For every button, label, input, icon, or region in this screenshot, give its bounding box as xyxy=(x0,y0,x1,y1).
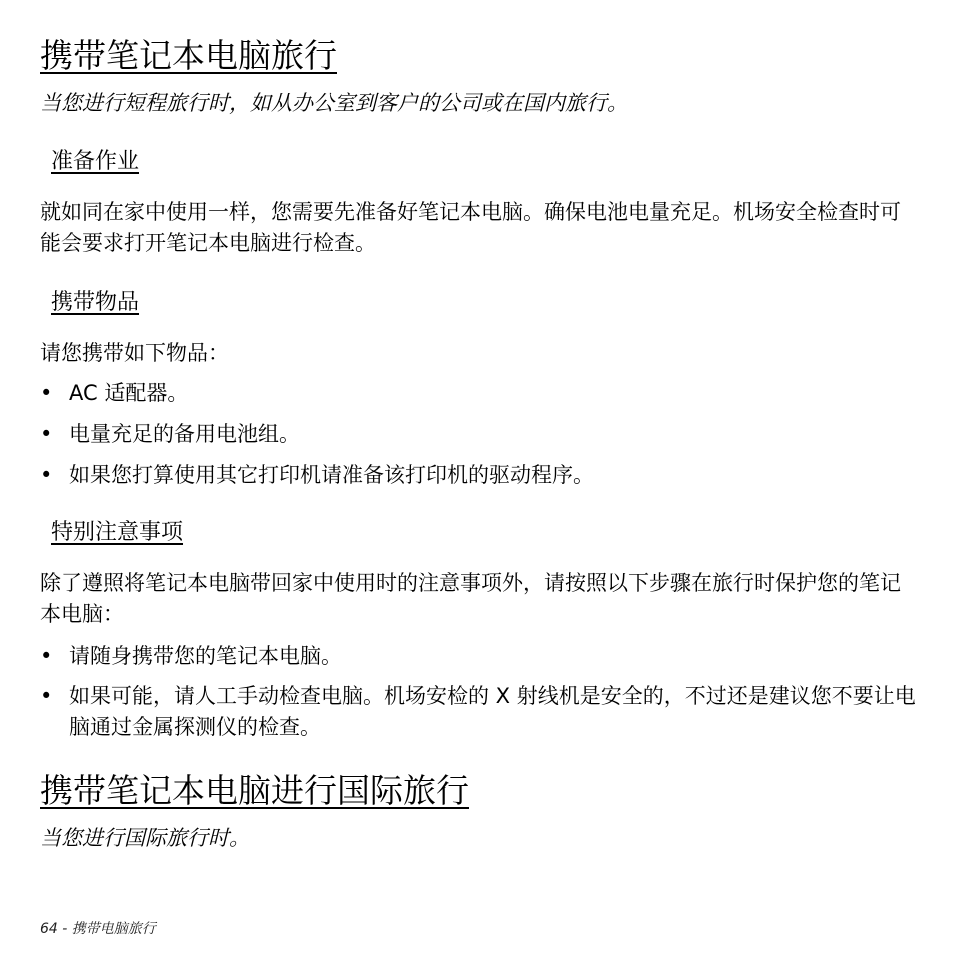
list-item-text: 请随身携带您的笔记本电脑。 xyxy=(69,644,342,668)
bullet-icon: • xyxy=(40,422,53,446)
list-item-text: 如果可能，请人工手动检查电脑。机场安检的 X 射线机是安全的，不过还是建议您不要让电脑通过金属探测仪的检查。 xyxy=(69,684,916,739)
list-item xyxy=(40,378,916,409)
list-item-text: 如果您打算使用其它打印机请准备该打印机的驱动程序。 xyxy=(69,463,594,487)
list-item-text: 电量充足的备用电池组。 xyxy=(69,422,300,446)
bullet-icon: • xyxy=(40,644,53,668)
special-notes-paragraph: 除了遵照将笔记本电脑带回家中使用时的注意事项外，请按照以下步骤在旅行时保护您的笔记本电脑： xyxy=(40,571,901,626)
preparation-paragraph: 就如同在家中使用一样，您需要先准备好笔记本电脑。确保电池电量充足。机场安全检查时可能会要求打开笔记本电脑进行检查。 xyxy=(40,200,901,255)
section-title-travel: 携带笔记本电脑旅行 xyxy=(40,36,337,75)
heading-special-notes: 特别注意事项 xyxy=(51,520,184,545)
page-footer: 64 - 携带电脑旅行 xyxy=(40,921,156,937)
heading-preparation: 准备作业 xyxy=(51,149,140,174)
list-item-text: AC 适配器。 xyxy=(69,381,189,405)
bullet-icon: • xyxy=(40,684,53,708)
section-subtitle-international-travel: 当您进行国际旅行时。 xyxy=(40,826,250,850)
list-item xyxy=(40,641,916,672)
bullet-icon: • xyxy=(40,381,53,405)
heading-items-to-bring: 携带物品 xyxy=(51,290,140,315)
list-item xyxy=(40,419,916,450)
items-intro: 请您携带如下物品： xyxy=(40,341,229,365)
bullet-icon: • xyxy=(40,463,53,487)
list-item xyxy=(40,681,916,743)
section-title-international-travel: 携带笔记本电脑进行国际旅行 xyxy=(40,771,469,810)
section-subtitle-travel: 当您进行短程旅行时，如从办公室到客户的公司或在国内旅行。 xyxy=(40,91,628,115)
list-item xyxy=(40,460,916,491)
